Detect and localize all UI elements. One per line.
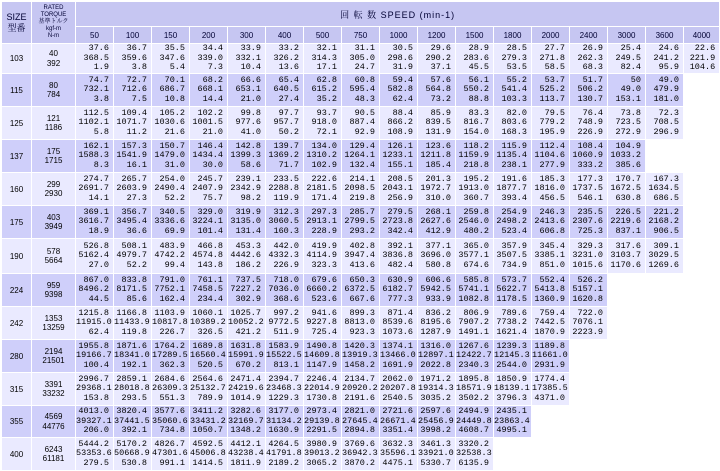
value-cell: 1774.4 17385.5 4371.0: [532, 373, 570, 406]
value-cell: 268.1 2627.6 412.9: [418, 206, 456, 239]
value-cell: 1490.8 14609.8 1147.9: [304, 340, 342, 373]
size-cell: 355: [2, 406, 32, 438]
size-cell: 242: [2, 307, 32, 340]
speed-column-header: 1500: [456, 27, 494, 44]
value-cell: 139.7 1369.2 71.7: [266, 140, 304, 173]
empty-cell: [646, 340, 684, 373]
value-cell: 508.1 4979.7 52.2: [114, 239, 152, 274]
value-cell: 1166.8 11433.9 119.8: [114, 307, 152, 340]
value-cell: 573.7 5622.7 1178.5: [494, 274, 532, 307]
empty-cell: [532, 406, 570, 438]
empty-cell: [646, 140, 684, 173]
value-cell: 221.2 2168.2 906.5: [646, 206, 684, 239]
value-cell: 126.1 1233.1 155.1: [380, 140, 418, 173]
table-row: [2, 74, 720, 107]
value-cell: 51.7 506.2 130.7: [570, 74, 608, 107]
value-cell: 222.6 2181.5 171.4: [304, 173, 342, 206]
value-cell: 4412.1 43238.4 1811.9: [228, 438, 266, 471]
value-cell: 836.2 8195.6 1287.9: [418, 307, 456, 340]
empty-cell: [684, 373, 720, 406]
value-cell: 112.4 1104.6 277.9: [532, 140, 570, 173]
value-cell: 1871.6 18341.0 192.1: [114, 340, 152, 373]
speed-column-header: 4000: [684, 27, 720, 44]
value-cell: 72.7 712.6 7.5: [114, 74, 152, 107]
value-cell: 1060.1 10389.2 326.5: [190, 307, 228, 340]
value-cell: 68.2 668.1 14.4: [190, 74, 228, 107]
value-cell: 36.7 359.6 3.8: [114, 44, 152, 74]
value-cell: 53.7 525.2 113.7: [532, 74, 570, 107]
value-cell: 997.2 9772.5 511.9: [266, 307, 304, 340]
value-cell: 1420.3 13919.3 1458.2: [342, 340, 380, 373]
value-cell: 899.3 8813.0 923.3: [342, 307, 380, 340]
value-cell: 33.2 326.2 13.6: [266, 44, 304, 74]
value-cell: 1316.0 12897.1 2022.8: [418, 340, 456, 373]
value-cell: 526.8 5162.4 27.0: [76, 239, 114, 274]
value-cell: 3820.4 37441.5 392.1: [114, 406, 152, 438]
value-cell: 585.8 5741.1 1082.8: [456, 274, 494, 307]
value-cell: 1955.8 19166.7 100.4: [76, 340, 114, 373]
value-cell: 66.6 653.1 21.0: [228, 74, 266, 107]
empty-cell: [646, 406, 684, 438]
size-cell: 224: [2, 274, 32, 307]
empty-cell: [608, 340, 646, 373]
value-cell: 246.3 2413.6 606.8: [532, 206, 570, 239]
table-row: [2, 438, 720, 471]
value-cell: 195.2 1913.0 360.7: [456, 173, 494, 206]
value-cell: 453.3 4442.6 186.2: [228, 239, 266, 274]
value-cell: 170.7 1672.5 630.8: [608, 173, 646, 206]
speed-column-header: 2000: [532, 27, 570, 44]
value-cell: 759.4 7442.5 1870.9: [532, 307, 570, 340]
speed-column-header: 150: [152, 27, 190, 44]
value-cell: 806.9 7907.2 1491.1: [456, 307, 494, 340]
value-cell: 1895.8 18571.9 3502.2: [456, 373, 494, 406]
value-cell: 90.5 887.4 92.9: [342, 107, 380, 140]
value-cell: 1103.9 10817.8 226.7: [152, 307, 190, 340]
table-body: [2, 44, 720, 471]
size-cell: 115: [2, 74, 32, 107]
value-cell: 31.1 305.0 24.7: [342, 44, 380, 74]
value-cell: 108.4 1060.9 333.2: [570, 140, 608, 173]
value-cell: 2471.4 24219.6 1014.9: [228, 373, 266, 406]
value-cell: 5444.2 53353.6 279.5: [76, 438, 114, 471]
value-cell: 2062.0 20207.8 2540.5: [380, 373, 418, 406]
empty-cell: [570, 406, 608, 438]
value-cell: 142.8 1399.3 58.6: [228, 140, 266, 173]
table-row: [2, 140, 720, 173]
speed-torque-table: [1, 1, 720, 471]
speed-column-header: 400: [266, 27, 304, 44]
value-cell: 2859.1 28018.8 293.5: [114, 373, 152, 406]
speed-column-header: 500: [304, 27, 342, 44]
empty-cell: [684, 239, 720, 274]
value-cell: 2721.6 26671.4 3351.4: [380, 406, 418, 438]
speed-values-row: [2, 27, 720, 44]
value-cell: 73.8 723.5 272.9: [608, 107, 646, 140]
empty-cell: [684, 107, 720, 140]
value-cell: 1764.2 17289.5 362.3: [152, 340, 190, 373]
rated-torque-cell: 578 5664: [32, 239, 76, 274]
value-cell: 871.4 8539.6 1073.6: [380, 307, 418, 340]
value-cell: 162.1 1588.3 8.3: [76, 140, 114, 173]
size-cell: 175: [2, 206, 32, 239]
value-cell: 3282.6 32169.7 1348.2: [228, 406, 266, 438]
value-cell: 1025.7 10052.2 421.2: [228, 307, 266, 340]
speed-column-header: 300: [228, 27, 266, 44]
value-cell: 104.9 1033.2 385.6: [608, 140, 646, 173]
value-cell: 3632.3 35596.1 4475.1: [380, 438, 418, 471]
empty-cell: [684, 74, 720, 107]
value-cell: 25.4 249.5 82.4: [608, 44, 646, 74]
empty-cell: [532, 438, 570, 471]
value-cell: 83.3 816.7 154.0: [456, 107, 494, 140]
value-cell: 150.7 1479.0 31.0: [152, 140, 190, 173]
empty-cell: [608, 373, 646, 406]
value-cell: 167.3 1634.5 686.5: [646, 173, 684, 206]
value-cell: 70.1 686.7 10.8: [152, 74, 190, 107]
value-cell: 109.4 1071.7 11.2: [114, 107, 152, 140]
rated-torque-cell: 121 1186: [32, 107, 76, 140]
rated-torque-cell: 299 2930: [32, 173, 76, 206]
value-cell: 93.7 918.0 72.1: [304, 107, 342, 140]
value-cell: 4013.0 39327.1 206.0: [76, 406, 114, 438]
table-row: [2, 206, 720, 239]
value-cell: 319.9 3135.0 131.4: [228, 206, 266, 239]
value-cell: 442.0 4332.3 226.9: [266, 239, 304, 274]
value-cell: 1689.8 16560.4 520.5: [190, 340, 228, 373]
value-cell: 867.0 8496.2 44.5: [76, 274, 114, 307]
value-cell: 285.7 2799.5 293.2: [342, 206, 380, 239]
value-cell: 30.5 298.6 31.9: [380, 44, 418, 74]
value-cell: 79.5 779.2 195.9: [532, 107, 570, 140]
empty-cell: [684, 173, 720, 206]
value-cell: 201.3 1972.7 310.0: [418, 173, 456, 206]
speed-column-header: 100: [114, 27, 152, 44]
empty-cell: [684, 307, 720, 340]
value-cell: 340.5 3336.6 69.9: [152, 206, 190, 239]
value-cell: 214.1 2098.5 219.8: [342, 173, 380, 206]
value-cell: 191.6 1877.7 393.4: [494, 173, 532, 206]
value-cell: 466.8 4574.8 143.8: [190, 239, 228, 274]
value-cell: 2394.7 23468.3 1229.3: [266, 373, 304, 406]
value-cell: 941.6 9227.8 725.4: [304, 307, 342, 340]
value-cell: 526.2 5157.1 1620.8: [570, 274, 608, 307]
rated-torque-cell: 1353 13259: [32, 307, 76, 340]
size-cell: 190: [2, 239, 32, 274]
value-cell: 3411.2 33431.2 1050.7: [190, 406, 228, 438]
value-cell: 679.6 6660.2 523.6: [304, 274, 342, 307]
empty-cell: [608, 438, 646, 471]
empty-cell: [570, 438, 608, 471]
speed-column-header: 1800: [494, 27, 532, 44]
empty-cell: [570, 340, 608, 373]
size-cell: 103: [2, 44, 32, 74]
value-cell: 59.4 582.8 62.4: [380, 74, 418, 107]
empty-cell: [570, 373, 608, 406]
value-cell: 88.4 866.2 108.9: [380, 107, 418, 140]
value-cell: 123.6 1211.8 185.4: [418, 140, 456, 173]
empty-cell: [684, 340, 720, 373]
value-cell: 22.6 221.9 104.6: [684, 44, 720, 74]
rated-torque-cell: 2194 21501: [32, 340, 76, 373]
value-cell: 208.5 2043.1 256.9: [380, 173, 418, 206]
size-cell: 315: [2, 373, 32, 406]
value-cell: 392.1 3836.8 482.4: [380, 239, 418, 274]
value-cell: 49.0 479.9 181.0: [646, 74, 684, 107]
value-cell: 254.0 2490.4 52.2: [152, 173, 190, 206]
value-cell: 55.2 541.4 103.3: [494, 74, 532, 107]
empty-cell: [646, 274, 684, 307]
table-row: [2, 274, 720, 307]
value-cell: 85.9 839.5 131.9: [418, 107, 456, 140]
value-cell: 329.3 3231.0 1015.6: [570, 239, 608, 274]
table-row: [2, 307, 720, 340]
speed-column-header: 1200: [418, 27, 456, 44]
value-cell: 24.6 241.2 95.9: [646, 44, 684, 74]
value-cell: 377.1 3696.0 580.8: [418, 239, 456, 274]
value-cell: 483.9 4742.2 99.4: [152, 239, 190, 274]
size-cell: 400: [2, 438, 32, 471]
value-cell: 1374.1 13466.0 1691.9: [380, 340, 418, 373]
value-cell: 235.5 2307.6 725.3: [570, 206, 608, 239]
value-cell: 402.8 3947.4 413.6: [342, 239, 380, 274]
size-cell: 125: [2, 107, 32, 140]
value-cell: 76.4 748.9 226.9: [570, 107, 608, 140]
value-cell: 129.4 1264.1 132.4: [342, 140, 380, 173]
value-cell: 1267.6 12422.7 2340.3: [456, 340, 494, 373]
value-cell: 297.3 2913.1 228.9: [304, 206, 342, 239]
value-cell: 2684.6 26309.3 551.3: [152, 373, 190, 406]
value-cell: 2973.4 29139.8 2291.5: [304, 406, 342, 438]
value-cell: 146.4 1434.4 30.0: [190, 140, 228, 173]
size-cell: 280: [2, 340, 32, 373]
value-cell: 28.5 279.3 53.5: [494, 44, 532, 74]
value-cell: 1239.3 12145.3 2544.0: [494, 340, 532, 373]
table-row: [2, 107, 720, 140]
empty-cell: [684, 206, 720, 239]
empty-cell: [608, 274, 646, 307]
value-cell: 28.9 283.6 45.5: [456, 44, 494, 74]
value-cell: 34.4 339.0 7.3: [190, 44, 228, 74]
value-cell: 33.9 332.1 10.4: [228, 44, 266, 74]
value-cell: 279.5 2723.8 342.4: [380, 206, 418, 239]
value-cell: 606.6 5942.5 933.9: [418, 274, 456, 307]
value-cell: 134.0 1310.2 102.9: [304, 140, 342, 173]
value-cell: 3177.0 31134.2 1630.9: [266, 406, 304, 438]
value-cell: 2597.6 25456.9 3998.2: [418, 406, 456, 438]
value-cell: 245.7 2407.9 75.7: [190, 173, 228, 206]
value-cell: 37.6 368.5 1.9: [76, 44, 114, 74]
value-cell: 791.0 7752.1 162.4: [152, 274, 190, 307]
value-cell: 56.1 550.2 88.8: [456, 74, 494, 107]
value-cell: 2996.7 29368.1 153.8: [76, 373, 114, 406]
value-cell: 2494.9 24449.8 4608.7: [456, 406, 494, 438]
value-cell: 1631.8 15991.9 670.2: [228, 340, 266, 373]
value-cell: 32.1 314.3 17.1: [304, 44, 342, 74]
size-header: SIZE 型番: [2, 2, 32, 44]
value-cell: 62.8 615.2 35.2: [304, 74, 342, 107]
value-cell: 4264.5 41791.8 2189.2: [266, 438, 304, 471]
value-cell: 650.3 6372.5 667.6: [342, 274, 380, 307]
value-cell: 274.7 2691.7 14.1: [76, 173, 114, 206]
value-cell: 65.4 640.5 27.4: [266, 74, 304, 107]
rated-torque-cell: 40 392: [32, 44, 76, 74]
value-cell: 552.4 5413.8 1360.9: [532, 274, 570, 307]
value-cell: 419.9 4114.9 323.3: [304, 239, 342, 274]
empty-cell: [684, 274, 720, 307]
empty-cell: [684, 438, 720, 471]
table-row: [2, 239, 720, 274]
empty-cell: [646, 307, 684, 340]
speed-column-header: 1000: [380, 27, 418, 44]
value-cell: 118.2 1159.9 218.8: [456, 140, 494, 173]
value-cell: 1971.2 19314.3 3035.2: [418, 373, 456, 406]
value-cell: 185.3 1816.0 456.5: [532, 173, 570, 206]
rated-torque-cell: 3391 33232: [32, 373, 76, 406]
empty-cell: [646, 373, 684, 406]
value-cell: 2246.4 22014.9 1730.8: [304, 373, 342, 406]
value-cell: 2134.7 20920.2 2191.6: [342, 373, 380, 406]
speed-column-header: 2400: [570, 27, 608, 44]
empty-cell: [684, 406, 720, 438]
value-cell: 722.0 7076.1 2223.9: [570, 307, 608, 340]
value-cell: 259.8 2546.0 480.2: [456, 206, 494, 239]
value-cell: 309.1 3029.5 1269.6: [646, 239, 684, 274]
value-cell: 3769.6 36942.3 3870.2: [342, 438, 380, 471]
value-cell: 357.9 3507.5 734.9: [494, 239, 532, 274]
value-cell: 5170.2 50668.9 530.8: [114, 438, 152, 471]
value-cell: 356.7 3495.4 36.6: [114, 206, 152, 239]
value-cell: 177.3 1737.5 546.1: [570, 173, 608, 206]
value-cell: 4592.5 45006.8 1414.5: [190, 438, 228, 471]
value-cell: 157.3 1541.9 16.1: [114, 140, 152, 173]
value-cell: 97.7 957.7 50.2: [266, 107, 304, 140]
value-cell: 233.5 2288.8 119.9: [266, 173, 304, 206]
table-row: [2, 44, 720, 74]
speed-column-header: 3600: [646, 27, 684, 44]
value-cell: 239.1 2342.9 98.2: [228, 173, 266, 206]
empty-cell: [608, 406, 646, 438]
value-cell: 254.9 2498.2 523.4: [494, 206, 532, 239]
value-cell: 4826.7 47301.6 991.1: [152, 438, 190, 471]
rated-torque-cell: 6243 61181: [32, 438, 76, 471]
value-cell: 29.6 290.2 37.1: [418, 44, 456, 74]
speed-column-header: 200: [190, 27, 228, 44]
size-cell: 160: [2, 173, 32, 206]
value-cell: 1583.9 15522.5 813.1: [266, 340, 304, 373]
rated-torque-cell: 4569 44776: [32, 406, 76, 438]
value-cell: 27.7 271.8 58.5: [532, 44, 570, 74]
value-cell: 2435.1 23863.4 4995.1: [494, 406, 532, 438]
value-cell: 26.9 262.3 68.3: [570, 44, 608, 74]
value-cell: 1215.8 11915.0 62.4: [76, 307, 114, 340]
value-cell: 2564.6 25132.7 789.9: [190, 373, 228, 406]
size-cell: 137: [2, 140, 32, 173]
value-cell: 833.8 8171.5 85.6: [114, 274, 152, 307]
value-cell: 105.2 1030.6 21.6: [152, 107, 190, 140]
value-cell: 99.8 977.6 41.0: [228, 107, 266, 140]
value-cell: 72.3 708.5 296.9: [646, 107, 684, 140]
torque-header: RATED TORQUE 基準トルク kgf-m N-m: [32, 2, 76, 44]
empty-cell: [608, 307, 646, 340]
value-cell: 761.1 7458.5 234.4: [190, 274, 228, 307]
speed-column-header: 750: [342, 27, 380, 44]
empty-cell: [494, 438, 532, 471]
speed-column-header: 3000: [608, 27, 646, 44]
rated-torque-cell: 80 784: [32, 74, 76, 107]
value-cell: 35.5 347.6 5.4: [152, 44, 190, 74]
table-row: [2, 173, 720, 206]
value-cell: 718.0 7036.0 368.6: [266, 274, 304, 307]
value-cell: 3320.2 32538.3 6135.9: [456, 438, 494, 471]
value-cell: 630.9 6182.7 777.3: [380, 274, 418, 307]
table-row: [2, 340, 720, 373]
value-cell: 115.9 1135.4 238.1: [494, 140, 532, 173]
empty-cell: [646, 438, 684, 471]
value-cell: 265.7 2603.9 27.3: [114, 173, 152, 206]
value-cell: 3461.3 33921.0 5330.7: [418, 438, 456, 471]
value-cell: 74.7 732.1 3.8: [76, 74, 114, 107]
value-cell: 1189.8 11661.0 2931.9: [532, 340, 570, 373]
table-row: [2, 406, 720, 438]
value-cell: 112.5 1102.1 5.8: [76, 107, 114, 140]
value-cell: 317.6 3103.7 1170.6: [608, 239, 646, 274]
value-cell: 82.0 803.6 168.3: [494, 107, 532, 140]
rated-torque-cell: 175 1715: [32, 140, 76, 173]
rated-torque-cell: 959 9398: [32, 274, 76, 307]
value-cell: 737.5 7227.2 302.9: [228, 274, 266, 307]
value-cell: 789.6 7738.2 1621.4: [494, 307, 532, 340]
value-cell: 102.2 1001.5 21.0: [190, 107, 228, 140]
value-cell: 226.5 2219.6 837.1: [608, 206, 646, 239]
speed-column-header: 50: [76, 27, 114, 44]
value-cell: 345.4 3385.1 851.0: [532, 239, 570, 274]
value-cell: 50 49.0 153.1: [608, 74, 646, 107]
table-row: [2, 373, 720, 406]
value-cell: 369.1 3616.7 18.9: [76, 206, 114, 239]
value-cell: 60.8 595.4 48.3: [342, 74, 380, 107]
value-cell: 329.0 3224.1 101.4: [190, 206, 228, 239]
value-cell: 3577.6 35060.6 734.8: [152, 406, 190, 438]
value-cell: 3980.9 39013.2 3065.2: [304, 438, 342, 471]
value-cell: 2821.0 27645.4 2894.8: [342, 406, 380, 438]
value-cell: 312.3 3060.5 160.3: [266, 206, 304, 239]
value-cell: 1850.9 18139.1 3796.3: [494, 373, 532, 406]
rated-torque-cell: 403 3949: [32, 206, 76, 239]
speed-header: 回 転 数 SPEED (min-1): [76, 2, 720, 27]
value-cell: 57.6 564.8 73.2: [418, 74, 456, 107]
value-cell: 365.0 3577.1 674.6: [456, 239, 494, 274]
